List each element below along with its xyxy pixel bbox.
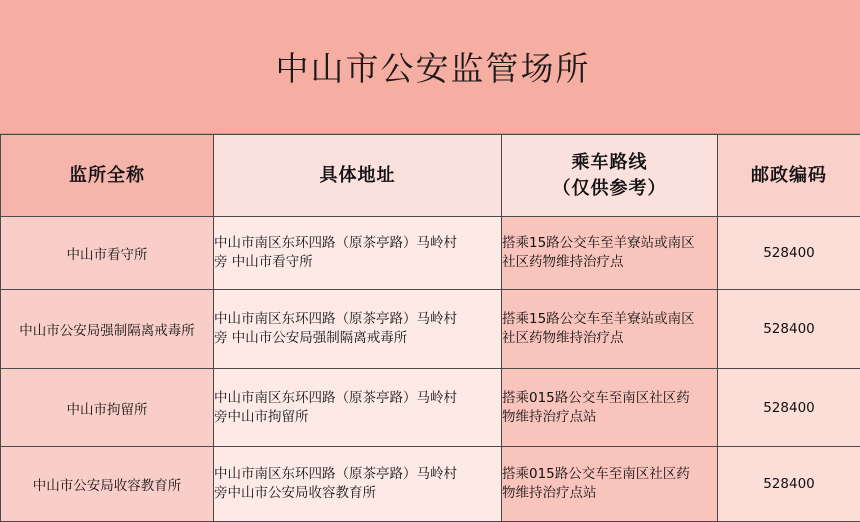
- bus-route-cell: [502, 290, 718, 369]
- table-row: [1, 217, 860, 290]
- postal-code-cell: 528400: [718, 217, 860, 290]
- page-title: 中山市公安监管场所: [270, 43, 591, 90]
- route-line: 社区药物维持治疗点: [502, 329, 717, 348]
- header-bus-route: [502, 135, 718, 217]
- postal-code-cell: 528400: [718, 290, 860, 369]
- title-banner: [0, 0, 860, 134]
- postal-code-cell: 528400: [718, 447, 860, 522]
- route-line: 搭乘015路公交车至南区社区药: [502, 465, 717, 484]
- bus-route-cell: [502, 369, 718, 447]
- header-bus-route-line1: 乘车路线: [502, 150, 717, 176]
- route-line: 社区药物维持治疗点: [502, 253, 717, 272]
- address-line: 中山市南区东环四路（原茶亭路）马岭村: [214, 465, 501, 484]
- address-line: 旁 中山市看守所: [214, 253, 501, 272]
- address-cell: [214, 290, 502, 369]
- address-line: 旁中山市拘留所: [214, 408, 501, 427]
- address-line: 中山市南区东环四路（原茶亭路）马岭村: [214, 310, 501, 329]
- facility-name-cell: 中山市公安局收容教育所: [1, 447, 214, 522]
- address-line: 中山市南区东环四路（原茶亭路）马岭村: [214, 234, 501, 253]
- address-cell: [214, 217, 502, 290]
- table-row: [1, 290, 860, 369]
- facilities-table: [0, 134, 860, 522]
- facility-name-cell: 中山市公安局强制隔离戒毒所: [1, 290, 214, 369]
- header-address: 具体地址: [214, 135, 502, 217]
- address-cell: [214, 447, 502, 522]
- header-postal-code: 邮政编码: [718, 135, 860, 217]
- address-cell: [214, 369, 502, 447]
- route-line: 搭乘15路公交车至羊寮站或南区: [502, 234, 717, 253]
- facility-name-cell: 中山市拘留所: [1, 369, 214, 447]
- header-bus-route-line2: （仅供参考）: [502, 176, 717, 202]
- postal-code-cell: 528400: [718, 369, 860, 447]
- route-line: 搭乘015路公交车至南区社区药: [502, 389, 717, 408]
- address-line: 旁中山市公安局收容教育所: [214, 484, 501, 503]
- address-line: 中山市南区东环四路（原茶亭路）马岭村: [214, 389, 501, 408]
- table-header-row: [1, 135, 860, 217]
- route-line: 物维持治疗点站: [502, 408, 717, 427]
- address-line: 旁 中山市公安局强制隔离戒毒所: [214, 329, 501, 348]
- table-row: [1, 447, 860, 522]
- bus-route-cell: [502, 217, 718, 290]
- route-line: 搭乘15路公交车至羊寮站或南区: [502, 310, 717, 329]
- bus-route-cell: [502, 447, 718, 522]
- route-line: 物维持治疗点站: [502, 484, 717, 503]
- facility-name-cell: 中山市看守所: [1, 217, 214, 290]
- table-row: [1, 369, 860, 447]
- header-facility-name: 监所全称: [1, 135, 214, 217]
